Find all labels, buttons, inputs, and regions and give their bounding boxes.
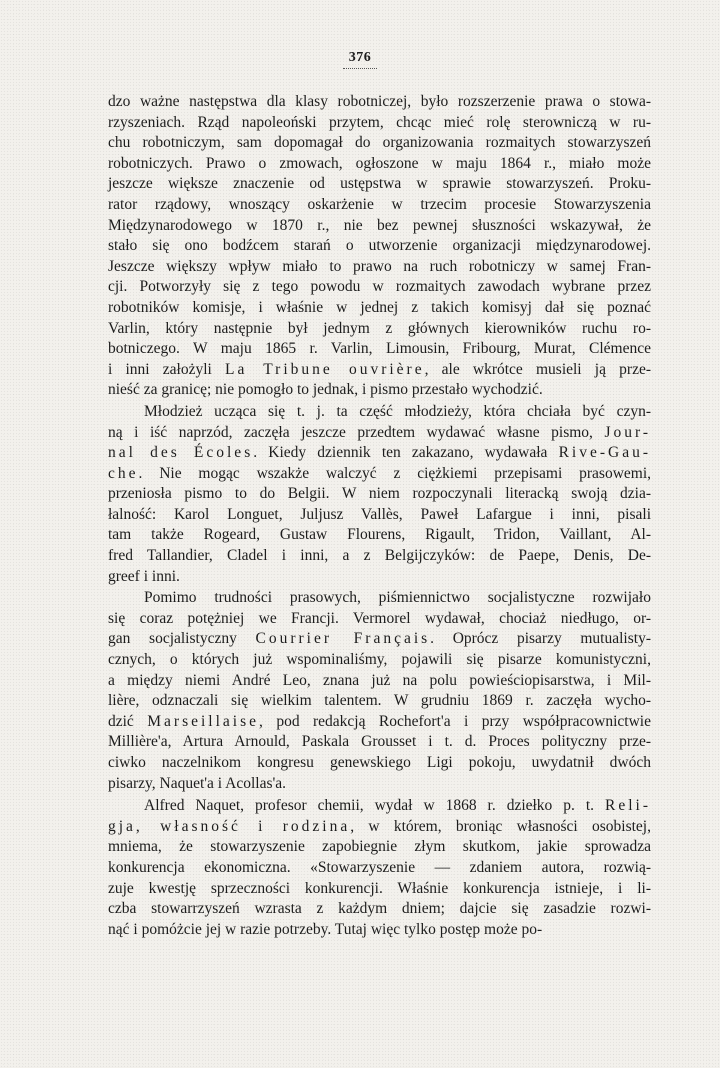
spaced-title: che [108,464,139,482]
line-text: Młodzież ucząca się t. j. ta część młodzieży, która chciała być czyn- [144,402,651,420]
line-text: dzo ważne następstwa dla klasy robotniczej, było rozszerzenie prawa o stowa- [108,93,651,110]
text-line [108,817,651,838]
line-text: cji. Potworzyły się z tego powodu w rozmaitych zawodach wybrane przez [108,278,651,296]
text-line [108,505,651,526]
spaced-title: Reli- [605,797,651,815]
text-line [108,796,651,817]
line-text: się coraz potężniej we Francji. Vermorel wydawał, chociaż niedługo, or- [108,609,651,627]
line-text: , ale wkrótce musieli ją prze- [424,360,651,378]
text-line [108,257,651,278]
text-line [108,360,651,381]
line-text: pisarzy, Naquet'a i Acollas'a. [108,774,287,792]
line-text: Międzynarodowego w 1870 r., nie bez pewnej słuszności wskazywał, że [108,216,651,234]
line-text: zuje kwestję sprzeczności konkurencji. Właśnie konkurencja istnieje, i li- [108,879,651,897]
body-text [108,92,651,940]
line-text: Alfred Naquet, profesor chemii, wydał w 1868 r. dziełko p. t. [144,797,605,815]
text-line [108,732,651,753]
paragraph [108,796,651,940]
line-text: fred Tallandier, Cladel i inni, a z Belgijczyków: de Paepe, Denis, De- [108,547,651,565]
line-text: dzić [108,712,148,730]
line-text: a między niemi André Leo, znana już na polu powieściopisarstwa, i Mil- [108,671,651,689]
spaced-title: nal des Écoles [108,444,254,462]
text-line [108,277,651,298]
text-line [108,753,651,774]
line-text: rator rządowy, wnoszący oskarżenie w trzecim procesie Stowarzyszenia [108,195,651,213]
line-text: jeszcze większe znaczenie od ustępstwa w sprawie stowarzyszeń. Proku- [108,175,651,193]
text-line [108,174,651,195]
line-text: Jeszcze większy wpływ miało to prawo na ruch robotniczy w samej Fran- [108,257,651,275]
line-text: . Kiedy dziennik ten zakazano, wydawała [253,444,559,462]
text-line [108,774,651,795]
text-line [108,920,651,941]
text-line [108,858,651,879]
spaced-title: Jour- [604,423,651,441]
text-line [108,879,651,900]
text-line [108,525,651,546]
page-number-text: 376 [348,50,372,65]
text-line [108,154,651,175]
text-line [108,837,651,858]
spaced-title: Rive-Gau- [558,444,652,462]
text-line [108,650,651,671]
line-text: gan socjalistyczny [108,630,256,648]
text-line [108,464,651,485]
line-text: łalność: Karol Longuet, Juljusz Vallès, Paweł Lafargue i inni, pisali [108,505,651,523]
line-text: czba stowarrzyszeń wzrasta z każdym dniem; dajcie się zasadzie rozwi- [108,900,651,918]
line-text: mniema, że stowarzyszenie zapobiegnie złym skutkom, jakie sprowadza [108,838,651,856]
text-line [108,133,651,154]
text-line [108,567,651,588]
line-text: botniczego. W maju 1865 r. Varlin, Limousin, Fribourg, Murat, Clémence [108,340,651,358]
page-number [0,50,720,69]
text-line [108,629,651,650]
paragraph [108,402,651,587]
line-text: , pod redakcją Rochefort'a i przy współpracownictwie [259,712,651,730]
text-line [108,546,651,567]
spaced-title: La Tribune ouvrière [225,360,425,378]
text-line [108,423,651,444]
line-text: cznych, o których już wspominaliśmy, pojawili się pisarze komunistyczni, [108,651,651,669]
text-line [108,402,651,423]
line-text: tam także Rogeard, Gustaw Flourens, Rigault, Tridon, Vaillant, Al- [108,526,651,544]
text-line [108,113,651,134]
text-line [108,484,651,505]
line-text: greef i inni. [108,567,180,585]
line-text: nieść za granicę; nie pomogło to jednak, i pismo przestało wychodzić. [108,381,543,399]
text-line [108,443,651,464]
text-line [108,216,651,237]
line-text: chu robotniczym, sam dopomagał do organizowania rozmaitych stowarzyszeń [108,134,651,152]
text-line [108,195,651,216]
spaced-title: gja, własność i rodzina [108,817,351,835]
spaced-title: Marseillaise [147,712,260,730]
line-text: , w którem, broniąc własności osobistej, [350,817,651,835]
page-number-rule [343,68,377,69]
line-text: ciwko naczelnikom kongresu genewskiego Ligi pokoju, uwydatnił dwóch [108,754,651,771]
line-text: Varlin, który następnie był jednym z głównych kierowników ruchu ro- [108,319,651,337]
paragraph [108,588,651,794]
line-text: . Oprócz pisarzy mutualisty- [430,630,651,648]
line-text: Millière'a, Artura Arnould, Paskala Grousset i t. d. Proces polityczny prze- [108,733,651,751]
text-line [108,380,651,401]
line-text: robotników komisje, i właśnie w jednej z takich komisyj dał się poznać [108,298,651,316]
line-text: ną i iść naprzód, zaczęła jeszcze przedtem wydawać własne pismo, [108,423,605,441]
line-text: lière, odznaczali się wielkim talentem. W grudniu 1869 r. zaczęła wycho- [108,692,651,710]
line-text: . Nie mogąc wszakże walczyć z ciężkiemi przepisami prasowemi, [138,464,651,482]
text-line [108,339,651,360]
text-line [108,899,651,920]
text-line [108,92,651,113]
line-text: nąć i pomóżcie jej w razie potrzeby. Tutaj więc tylko postęp może po- [108,920,543,938]
text-line [108,691,651,712]
line-text: robotniczych. Prawo o zmowach, ogłoszone w maju 1864 r., miało może [108,154,651,172]
line-text: przeniosła pismo to do Belgii. W niem rozpoczynali literacką swoją dzia- [108,485,651,503]
line-text: konkurencja ekonomiczna. «Stowarzyszenie — zdaniem autora, rozwią- [108,858,651,876]
line-text: i inni założyli [108,360,226,378]
text-line [108,671,651,692]
text-line [108,298,651,319]
line-text: stało się ono bodźcem starań o utworzenie organizacji międzynarodowej. [108,237,651,255]
line-text: Pomimo trudności prasowych, piśmiennictwo socjalistyczne rozwijało [144,589,651,607]
line-text: rzyszeniach. Rząd napoleoński przytem, chcąc mieć rolę sterowniczą w ru- [108,113,651,131]
text-line [108,236,651,257]
text-line [108,712,651,733]
text-line [108,319,651,340]
paragraph [108,92,651,401]
spaced-title: Courrier Français [255,630,431,648]
text-line [108,609,651,630]
text-line [108,588,651,609]
